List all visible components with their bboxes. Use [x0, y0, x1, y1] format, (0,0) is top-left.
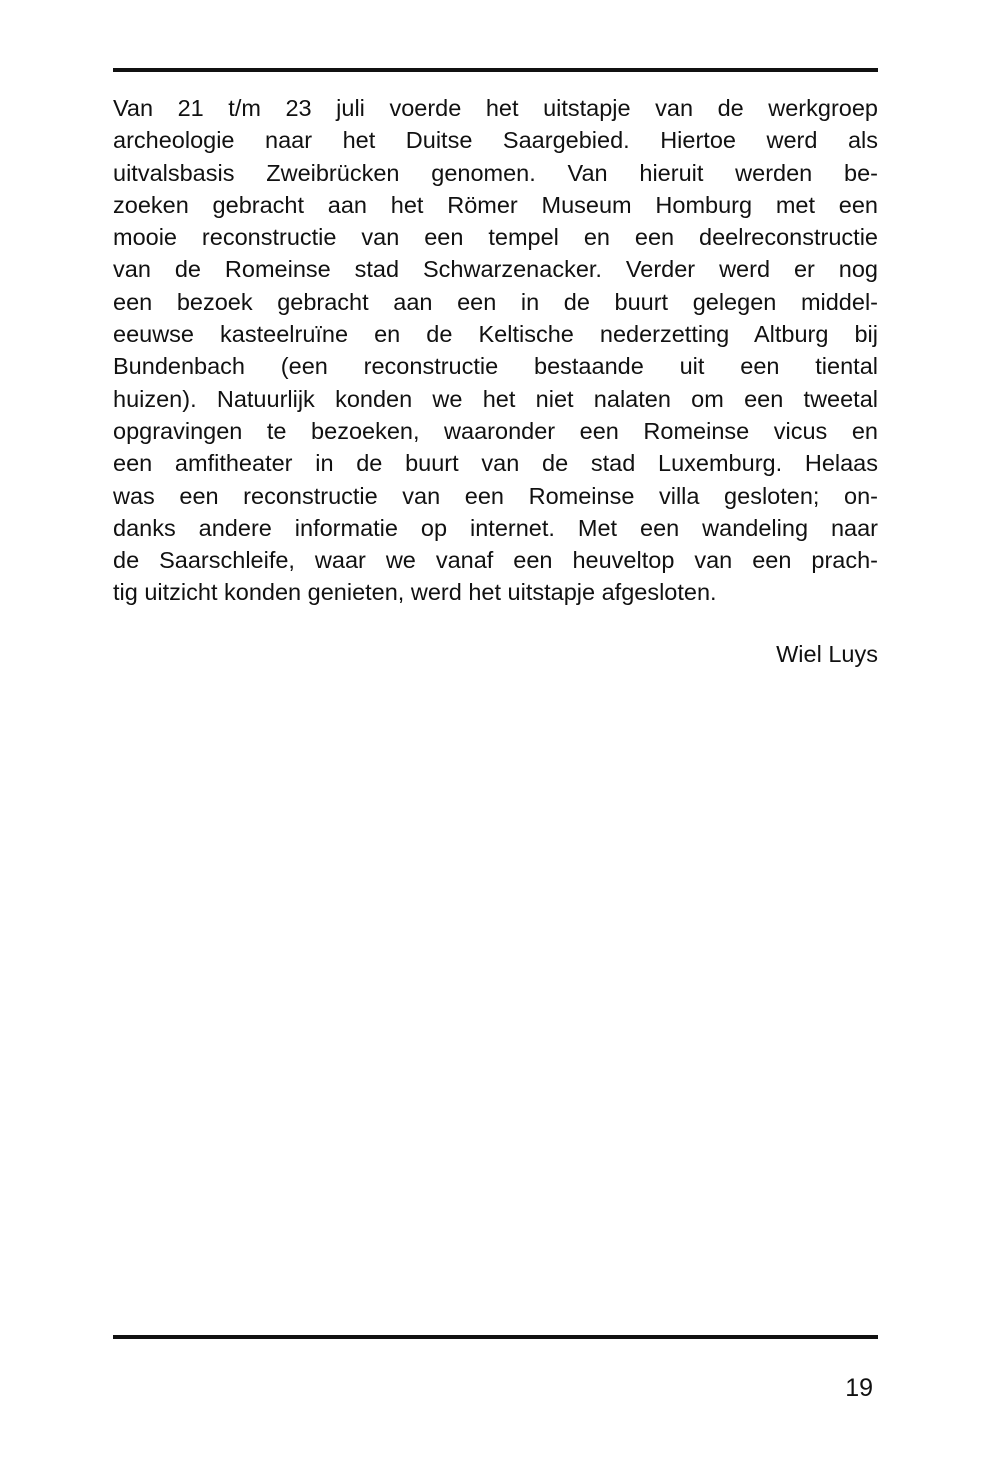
paragraph-line: uitvalsbasis Zweibrücken genomen. Van hieruit werden be-	[113, 159, 878, 186]
paragraph-line: eeuwse kasteelruïne en de Keltische nederzetting Altburg bij	[113, 321, 878, 348]
paragraph-line: Van 21 t/m 23 juli voerde het uitstapje van de werkgroep	[113, 95, 878, 121]
top-rule	[113, 68, 878, 72]
paragraph-line: een amfitheater in de buurt van de stad Luxemburg. Helaas	[113, 450, 878, 477]
paragraph-line: huizen). Natuurlijk konden we het niet nalaten om een tweetal	[113, 385, 878, 412]
author-name: Wiel Luys	[776, 641, 878, 667]
paragraph-line: danks andere informatie op internet. Met een wandeling naar	[113, 514, 878, 541]
paragraph-line: was een reconstructie van een Romeinse villa gesloten; on-	[113, 482, 878, 509]
paragraph-line: de Saarschleife, waar we vanaf een heuveltop van een prach-	[113, 547, 878, 574]
paragraph-line: een bezoek gebracht aan een in de buurt gelegen middel-	[113, 288, 878, 315]
paragraph-line: zoeken gebracht aan het Römer Museum Homburg met een	[113, 191, 878, 218]
paragraph-line: van de Romeinse stad Schwarzenacker. Verder werd er nog	[113, 256, 878, 283]
article-paragraph	[113, 92, 878, 609]
paragraph-line: archeologie naar het Duitse Saargebied. Hiertoe werd als	[113, 127, 878, 154]
page-number: 19	[845, 1374, 873, 1402]
paragraph-line: tig uitzicht konden genieten, werd het uitstapje afgesloten.	[113, 579, 717, 606]
bottom-rule	[113, 1335, 878, 1339]
paragraph-line: opgravingen te bezoeken, waaronder een Romeinse vicus en	[113, 417, 878, 444]
paragraph-line: mooie reconstructie van een tempel en een deelreconstructie	[113, 224, 878, 251]
paragraph-line: Bundenbach (een reconstructie bestaande uit een tiental	[113, 353, 878, 380]
